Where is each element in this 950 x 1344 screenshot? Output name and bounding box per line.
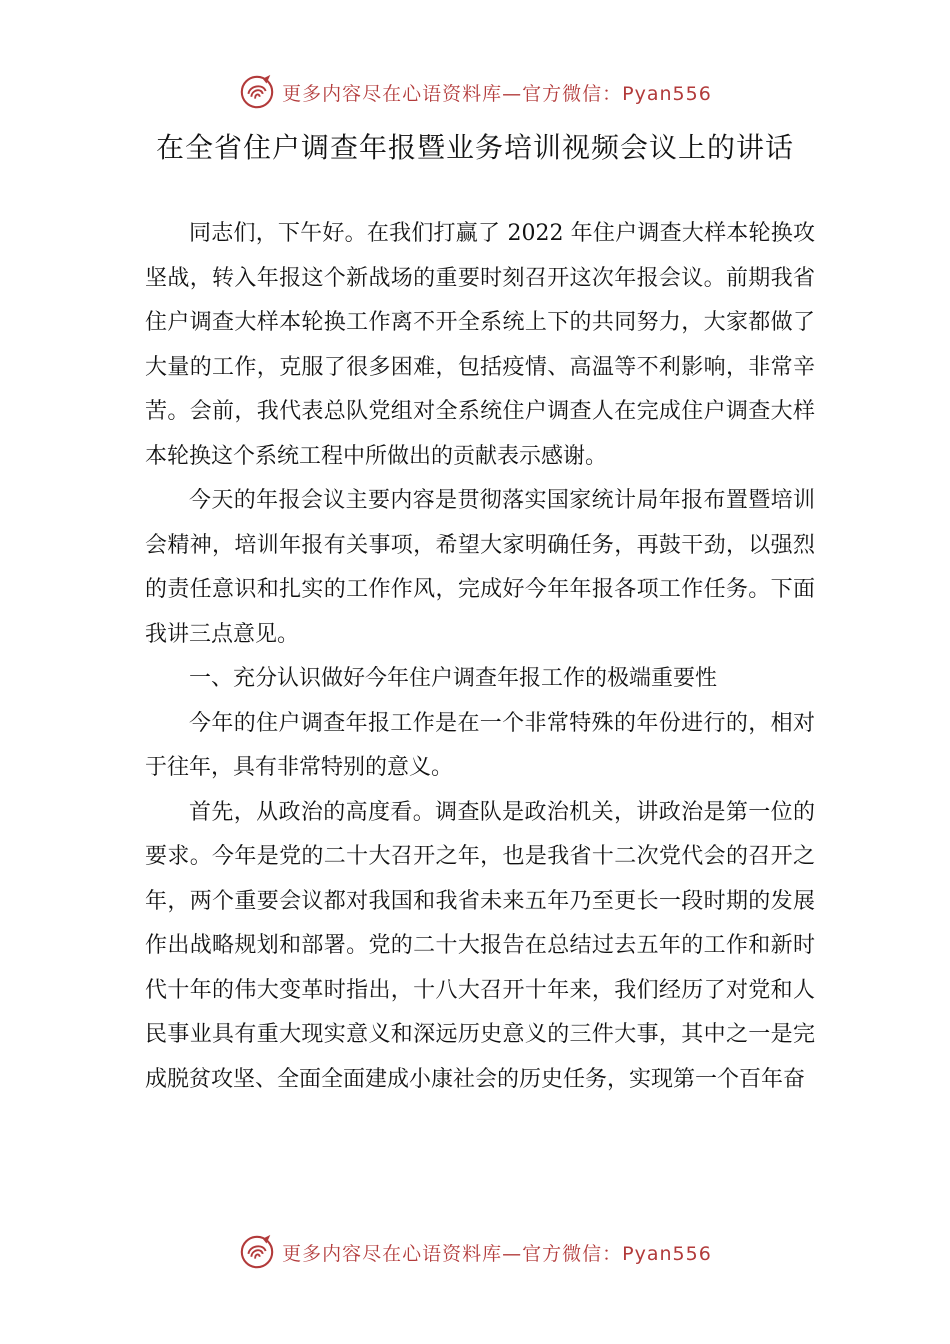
document-title: 在全省住户调查年报暨业务培训视频会议上的讲话 xyxy=(155,131,794,164)
fingerprint-seal-icon xyxy=(238,1233,276,1271)
paragraph: 今天的年报会议主要内容是贯彻落实国家统计局年报布置暨培训会精神，培训年报有关事项，希望大家明确任务，再鼓干劲，以强烈的责任意识和扎实的工作作风，完成好今年年报各项工作任务。下面我讲三点意见。 xyxy=(145,488,815,647)
footer-banner-text: 更多内容尽在心语资料库—官方微信：Pyan556 xyxy=(282,1242,712,1265)
header-banner xyxy=(0,70,950,114)
header-banner-text: 更多内容尽在心语资料库—官方微信：Pyan556 xyxy=(282,82,712,105)
fingerprint-seal-icon xyxy=(238,73,276,111)
section-heading: 一、充分认识做好今年住户调查年报工作的极端重要性 xyxy=(189,666,718,691)
paragraph: 首先，从政治的高度看。调查队是政治机关，讲政治是第一位的要求。今年是党的二十大召开之年，也是我省十二次党代会的召开之年，两个重要会议都对我国和我省未来五年乃至更长一段时期的发展作出战略规划和部署。党的二十大报告在总结过去五年的工作和新时代十年的伟大变革时指出，十八大召开十年来，我们经历了对党和人民事业具有重大现实意义和深远历史意义的三件大事，其中之一是完成脱贫攻坚、全面全面建成小康社会的历史任务，实现第一个百年奋 xyxy=(145,799,815,1092)
footer-banner xyxy=(0,1230,950,1274)
document-body xyxy=(145,212,815,1102)
paragraph: 同志们，下午好。在我们打赢了 2022 年住户调查大样本轮换攻坚战，转入年报这个新战场的重要时刻召开这次年报会议。前期我省住户调查大样本轮换工作离不开全系统上下的共同努力，大家都做了大量的工作，克服了很多困难，包括疫情、高温等不利影响，非常辛苦。会前，我代表总队党组对全系统住户调查人在完成住户调查大样本轮换这个系统工程中所做出的贡献表示感谢。 xyxy=(145,221,815,469)
paragraph: 今年的住户调查年报工作是在一个非常特殊的年份进行的，相对于往年，具有非常特别的意义。 xyxy=(145,710,815,780)
